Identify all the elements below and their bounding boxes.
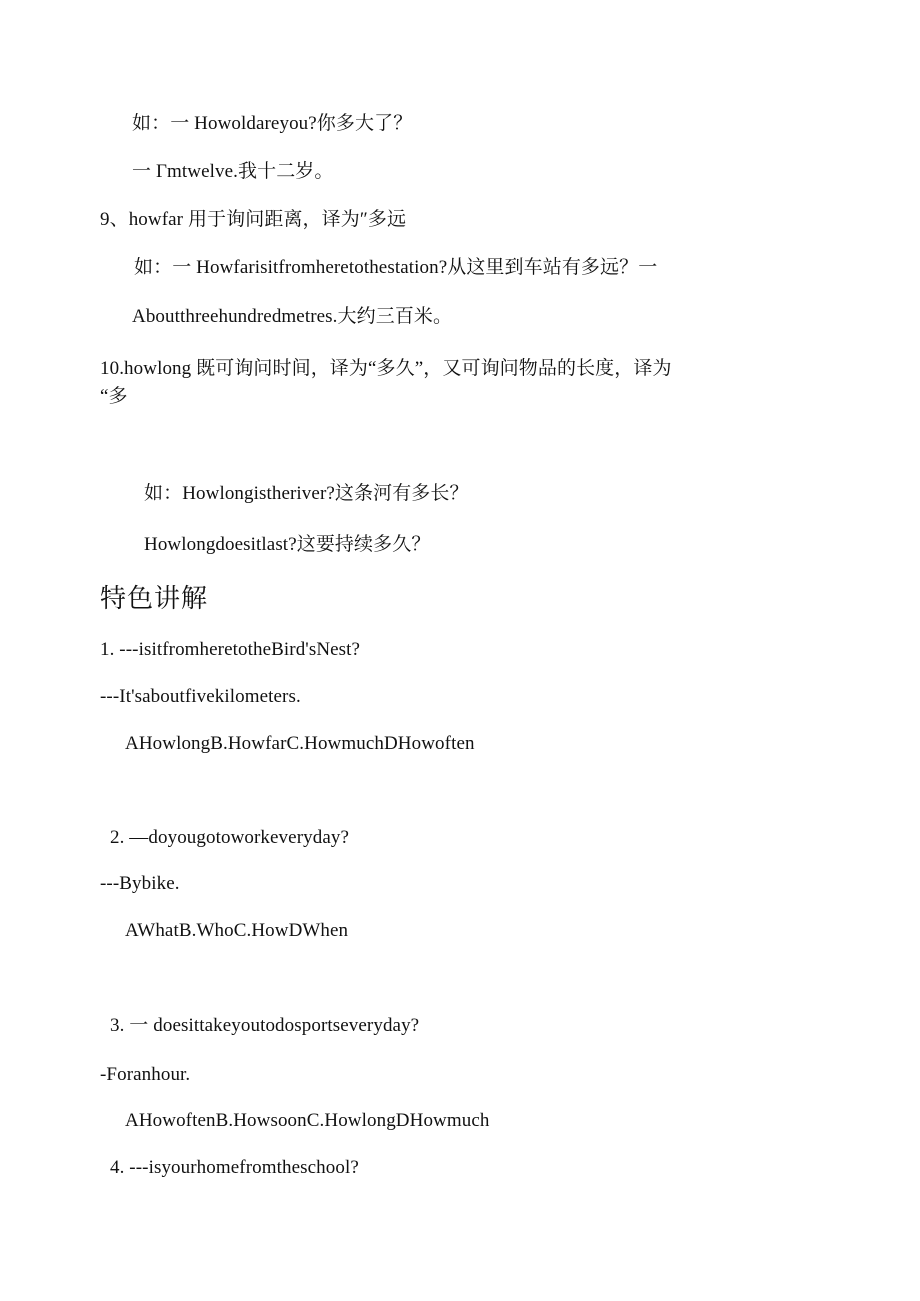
example-how-old-question: 如：一 Howoldareyou?你多大了？ <box>132 113 413 134</box>
example-how-far-answer: Aboutthreehundredmetres.大约三百米。 <box>132 306 453 327</box>
question-3-answer: -Foranhour. <box>100 1064 191 1085</box>
question-2-options: AWhatB.WhoC.HowDWhen <box>125 920 349 941</box>
question-2-answer: ---Bybike. <box>100 873 180 894</box>
question-2-prompt: 2. —doyougotoworkeveryday? <box>110 827 349 848</box>
example-how-long-last: Howlongdoesitlast?这要持续多久？ <box>144 534 431 555</box>
example-how-old-answer: 一 Γmtwelve.我十二岁。 <box>132 161 334 182</box>
question-4-prompt: 4. ---isyourhomefromtheschool? <box>110 1157 359 1178</box>
question-1-options: AHowlongB.HowfarC.HowmuchDHowoften <box>125 733 475 754</box>
rule-how-far: 9、howfar 用于询问距离，译为″多远 <box>100 209 407 230</box>
example-how-long-river: 如：Howlongistheriver?这条河有多长？ <box>144 483 469 504</box>
section-heading: 特色讲解 <box>100 584 209 613</box>
rule-how-long: 10.howlong 既可询问时间，译为“多久”，又可询问物品的长度，译为 <box>100 358 672 379</box>
question-3-prompt: 3. 一 doesittakeyoutodosportseveryday? <box>110 1015 420 1036</box>
rule-how-long-continued: “多 <box>100 386 128 407</box>
question-1-answer: ---It'saboutfivekilometers. <box>100 686 301 707</box>
question-1-prompt: 1. ---isitfromheretotheBird'sNest? <box>100 639 361 660</box>
example-how-far-question: 如：一 Howfarisitfromheretothestation?从这里到车站有多远？一 <box>134 257 658 278</box>
question-3-options: AHowoftenB.HowsoonC.HowlongDHowmuch <box>125 1110 490 1131</box>
